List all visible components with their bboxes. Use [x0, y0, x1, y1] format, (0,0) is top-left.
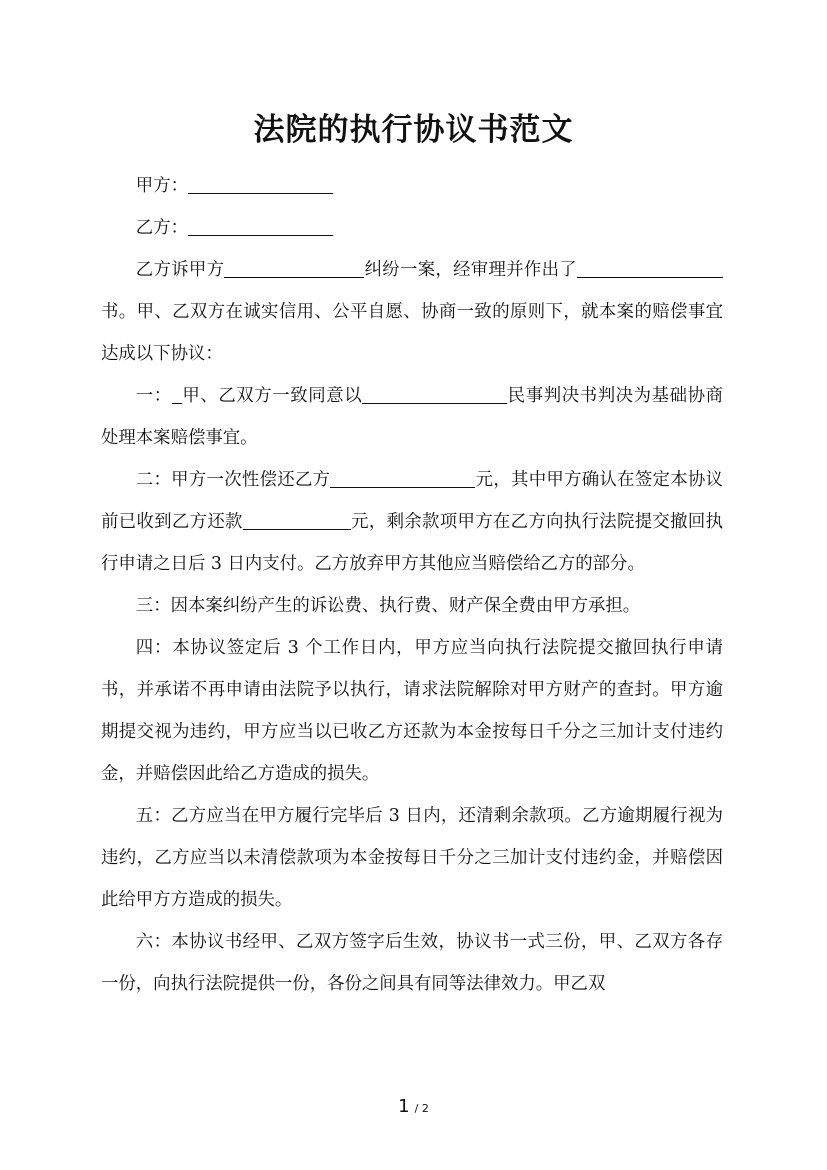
- party-b-blank: [188, 218, 333, 236]
- party-b-label: 乙方：: [135, 218, 188, 238]
- document-body: [101, 165, 723, 1005]
- page-total: / 2: [414, 1102, 429, 1115]
- page-number: 1: [398, 1096, 410, 1117]
- clause-2-text-1: 二：甲方一次性偿还乙方: [135, 470, 331, 490]
- dispute-blank: [224, 260, 364, 278]
- clause-1-text-1: 甲、乙双方一致同意以: [181, 386, 363, 406]
- party-b-line: [101, 207, 723, 249]
- intro-text-3: 书。甲、乙双方在诚实信用、公平自愿、协商一致的原则下，就本案的赔偿事宜达成以下协议：: [101, 302, 723, 364]
- clause-3: 三：因本案纠纷产生的诉讼费、执行费、财产保全费由甲方承担。: [135, 596, 641, 616]
- verdict-blank: [362, 386, 507, 404]
- amount-blank: [330, 470, 475, 488]
- intro-text-1: 乙方诉甲方: [135, 260, 225, 280]
- intro-text-2: 纠纷一案，经审理并作出了: [364, 260, 577, 280]
- clause-1-mark: [172, 386, 182, 404]
- clause-4: 四：本协议签定后 3 个工作日内，甲方应当向执行法院提交撤回执行申请书，并承诺不再申请由法院予以执行，请求法院解除对甲方财产的查封。甲方逾期提交视为违约，甲方应当以已收乙方还款为本金按每日千分之三加计支付违约金，并赔偿因此给乙方造成的损失。: [101, 638, 723, 784]
- clause-6: 六：本协议书经甲、乙双方签字后生效，协议书一式三份，甲、乙双方各存一份，向执行法院提供一份，各份之间具有同等法律效力。甲乙双: [101, 932, 723, 994]
- judgment-blank-1: [577, 260, 687, 278]
- clause-5: 五：乙方应当在甲方履行完毕后 3 日内，还清剩余款项。乙方逾期履行视为违约，乙方应当以未清偿款项为本金按每日千分之三加计支付违约金，并赔偿因此给甲方方造成的损失。: [101, 806, 723, 910]
- received-blank: [243, 512, 351, 530]
- clause-1: [101, 375, 723, 459]
- document-title: 法院的执行协议书范文: [253, 112, 574, 148]
- clause-1-text-2: 民事判决书判决为基础协商处理本案赔偿事宜。: [101, 386, 723, 448]
- paragraph-intro: [101, 249, 723, 375]
- party-a-blank: [188, 176, 333, 194]
- clause-2: [101, 459, 723, 585]
- party-a-label: 甲方：: [135, 176, 188, 196]
- clause-2-text-2: 元，其中甲方确认在签定本协议前已收到乙方还款: [101, 470, 723, 532]
- clause-2-text-3: 元，剩余款项甲方在乙方向执行法院提交撤回执行申请之日后 3 日内支付。乙方放弃甲方其他应当赔偿给乙方的部分。: [101, 512, 723, 574]
- clause-1-num: 一：: [135, 386, 172, 406]
- page-footer: [0, 1096, 827, 1117]
- judgment-blank-2: [687, 260, 723, 278]
- party-a-line: [101, 165, 723, 207]
